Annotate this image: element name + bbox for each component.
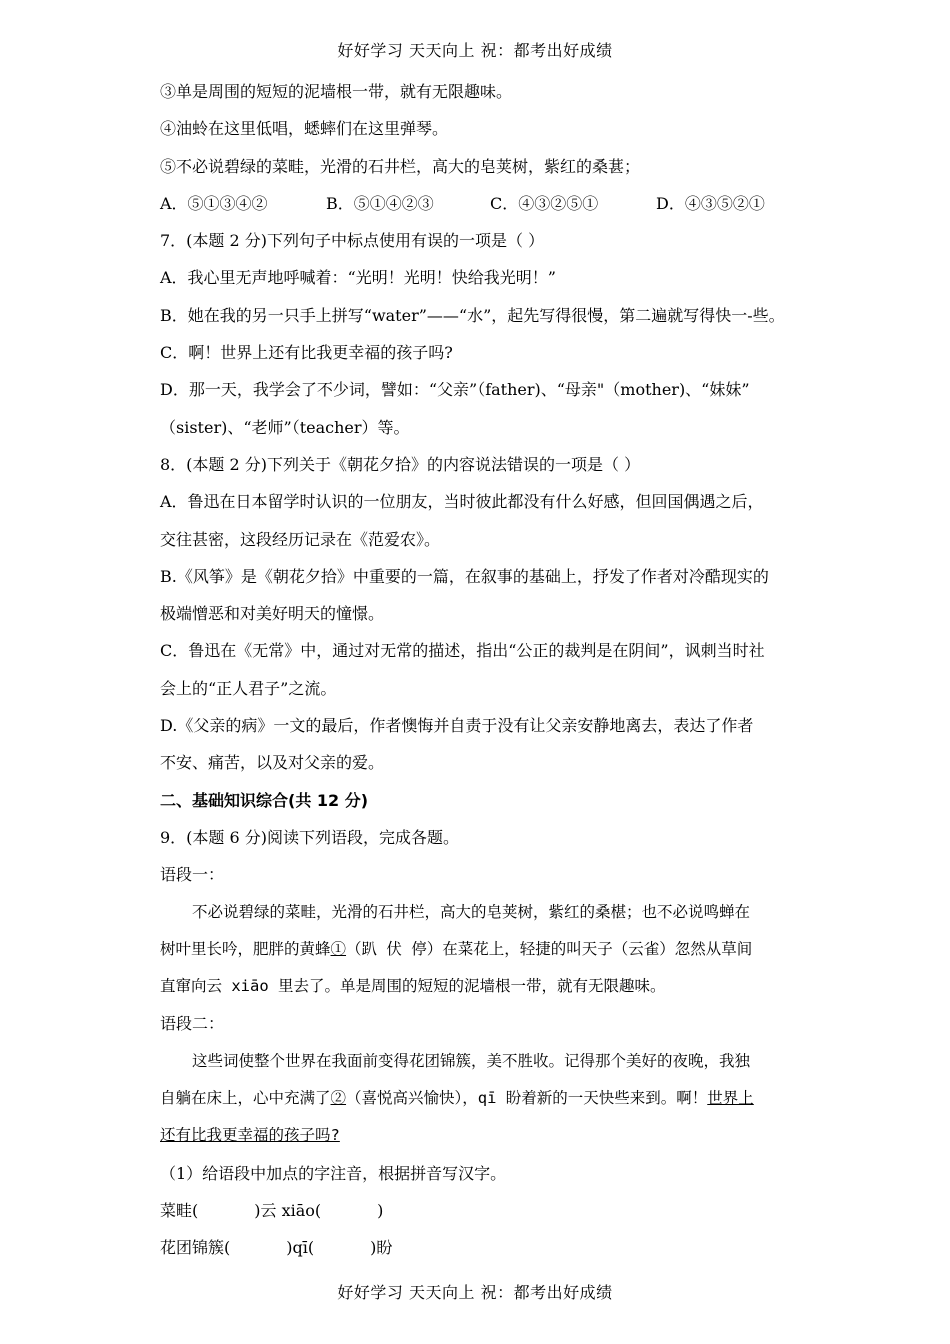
underlined-sentence: 还有比我更幸福的孩子吗? (160, 1126, 340, 1145)
passage-text: 自躺在床上，心中充满了 (160, 1089, 331, 1108)
q9-sub-question-1: （1）给语段中加点的字注音，根据拼音写汉字。 (160, 1163, 507, 1183)
passage-text: （趴 伏 停）在菜花上，轻捷的叫天子（云雀）忽然从草间 (346, 939, 753, 958)
q9-fill-row-2 (160, 1234, 810, 1271)
underlined-sentence: 世界上 (707, 1089, 754, 1108)
section-2-title: 二、基础知识综合(共 12 分) (160, 790, 369, 810)
q7-option-a: A．我心里无声地呼喊着：“光明！光明！快给我光明！” (160, 268, 556, 288)
document-body (160, 78, 810, 1272)
q6-option-a: A．⑤①③④② (160, 193, 268, 213)
q8-option-a-line2: 交往甚密，这段经历记录在《范爱农》。 (160, 529, 441, 549)
q6-option-c: C．④③②⑤① (490, 193, 599, 213)
fill-label: )云 xiāo( (254, 1200, 322, 1220)
q9-stem: 9．(本题 6 分)阅读下列语段，完成各题。 (160, 827, 460, 847)
q8-option-c-line1: C．鲁迅在《无常》中，通过对无常的描述，指出“公正的裁判是在阴间”，讽刺当时社 (160, 641, 765, 661)
q9-passage-2-line1: 这些词使整个世界在我面前变得花团锦簇，美不胜收。记得那个美好的夜晚，我独 (192, 1051, 751, 1070)
q7-option-d-line1: D．那一天，我学会了不少词，譬如：“父亲”（father)、“母亲"（mother)、“妹妹” (160, 380, 750, 400)
q9-passage-1-label: 语段一： (160, 865, 225, 885)
blank-marker-2: ② (330, 1089, 347, 1108)
page-footer: 好好学习 天天向上 祝：都考出好成绩 (337, 1283, 613, 1302)
q9-passage-2-line3 (160, 1122, 810, 1159)
fill-label: )盼 (370, 1238, 393, 1258)
q6-option-b: B．⑤①④②③ (326, 193, 434, 213)
q9-fill-row-1 (160, 1197, 810, 1234)
fill-label: 花团锦簇( (160, 1238, 231, 1258)
q9-passage-2-line2 (160, 1085, 810, 1122)
q6-option-d: D．④③⑤②① (656, 193, 765, 213)
q8-option-d-line2: 不安、痛苦，以及对父亲的爱。 (160, 753, 385, 773)
page-header: 好好学习 天天向上 祝：都考出好成绩 (337, 41, 613, 60)
q7-option-b: B．她在我的另一只手上拼写“water”——“水”，起先写得很慢，第二遍就写得快一-些。 (160, 305, 785, 325)
fill-label: 菜畦( (160, 1200, 199, 1220)
q6-item-4: ④油蛉在这里低唱，蟋蟀们在这里弹琴。 (160, 119, 449, 139)
q9-passage-1-line3: 直窜向云 xiāo 里去了。单是周围的短短的泥墙根一带，就有无限趣味。 (160, 977, 666, 996)
q6-item-5: ⑤不必说碧绿的菜畦，光滑的石井栏，高大的皂荚树，紫红的桑葚； (160, 156, 641, 176)
q6-item-3: ③单是周围的短短的泥墙根一带，就有无限趣味。 (160, 82, 513, 101)
q6-options (160, 190, 810, 227)
q7-option-c: C．啊！世界上还有比我更幸福的孩子吗? (160, 343, 453, 363)
q7-option-d-line2: （sister)、“老师”（teacher）等。 (160, 417, 410, 437)
q8-option-b-line1: B.《风筝》是《朝花夕拾》中重要的一篇，在叙事的基础上，抒发了作者对冷酷现实的 (160, 566, 769, 586)
fill-label: )qī( (286, 1238, 315, 1258)
passage-text: （喜悦高兴愉快），qī 盼着新的一天快些来到。啊！ (346, 1089, 708, 1108)
blank-marker-1: ① (330, 939, 347, 958)
q8-option-c-line2: 会上的“正人君子”之流。 (160, 678, 337, 698)
q7-stem: 7．(本题 2 分)下列句子中标点使用有误的一项是（ ） (160, 231, 545, 251)
passage-text: 树叶里长吟，肥胖的黄蜂 (160, 939, 331, 958)
q8-stem: 8．(本题 2 分)下列关于《朝花夕拾》的内容说法错误的一项是（ ） (160, 454, 641, 474)
q9-passage-1-line2 (160, 936, 810, 973)
fill-label: ) (377, 1200, 384, 1220)
q9-passage-2-label: 语段二： (160, 1014, 225, 1034)
q8-option-a-line1: A．鲁迅在日本留学时认识的一位朋友，当时彼此都没有什么好感，但回国偶遇之后， (160, 492, 764, 512)
q9-passage-1-line1: 不必说碧绿的菜畦，光滑的石井栏，高大的皂荚树，紫红的桑椹；也不必说鸣蝉在 (192, 902, 751, 921)
q8-option-d-line1: D.《父亲的病》一文的最后，作者懊悔并自责于没有让父亲安静地离去，表达了作者 (160, 716, 754, 736)
q8-option-b-line2: 极端憎恶和对美好明天的憧憬。 (160, 604, 385, 624)
